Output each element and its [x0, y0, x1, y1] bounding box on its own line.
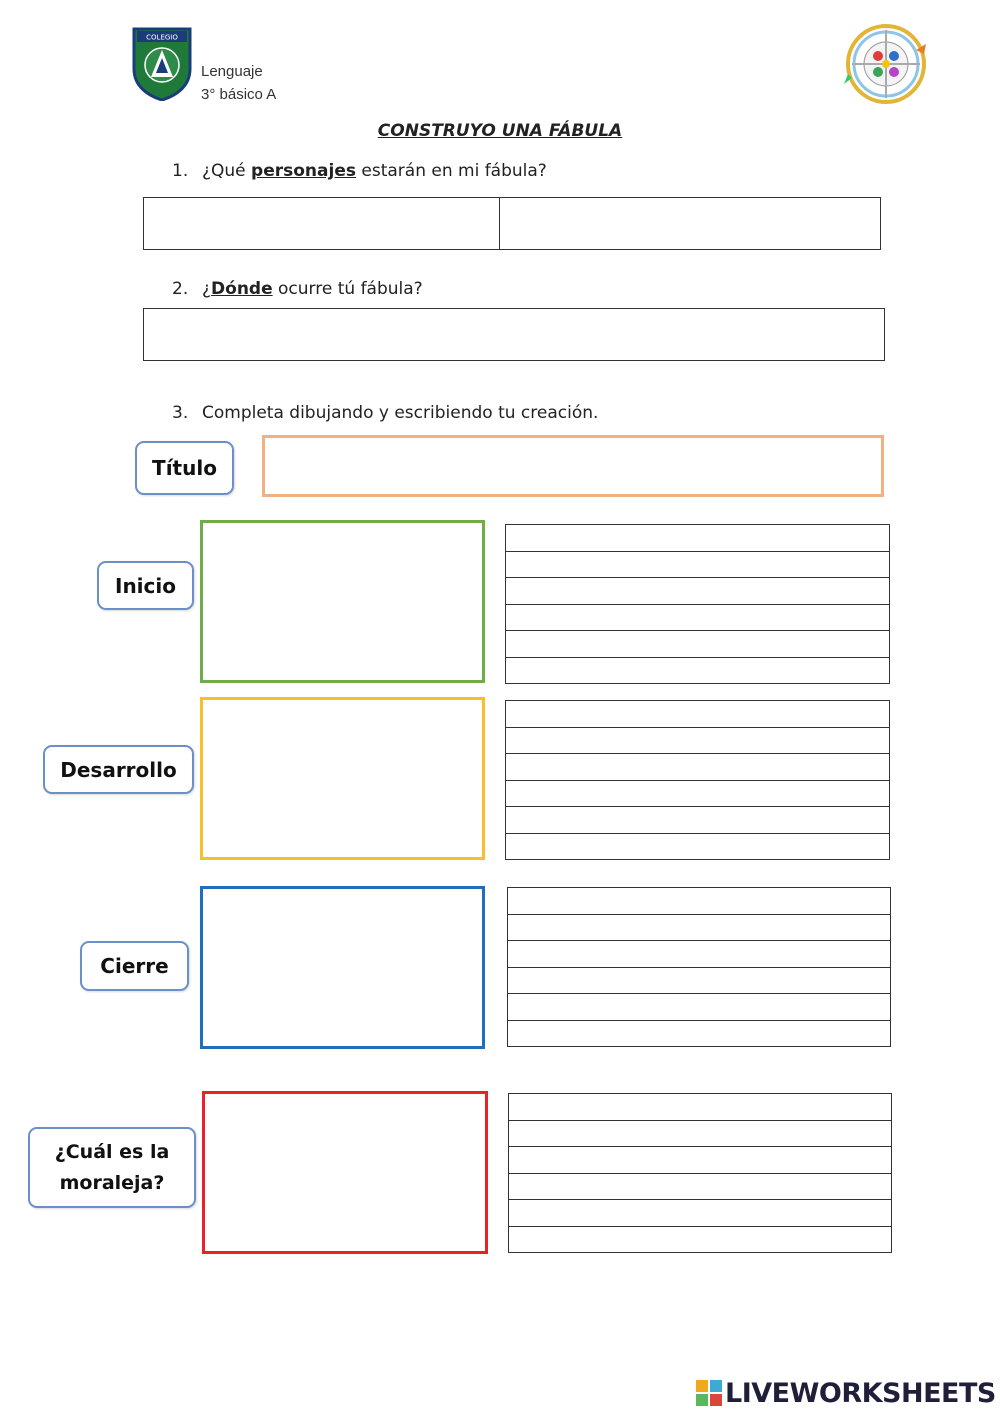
worksheet-title: CONSTRUYO UNA FÁBULA [377, 121, 623, 141]
desarrollo-writing-lines[interactable] [505, 700, 890, 860]
characters-answer-box-2[interactable] [499, 197, 881, 250]
writing-line[interactable] [506, 701, 889, 728]
inicio-drawing-box[interactable] [200, 520, 485, 683]
moraleja-writing-lines[interactable] [508, 1093, 892, 1253]
desarrollo-label: Desarrollo [43, 745, 194, 794]
writing-line[interactable] [509, 1147, 891, 1174]
writing-line[interactable] [508, 994, 890, 1021]
characters-answer-box-1[interactable] [143, 197, 500, 250]
moraleja-drawing-box[interactable] [202, 1091, 488, 1254]
header-info [201, 60, 276, 106]
liveworksheets-logo-icon [696, 1380, 722, 1406]
writing-line[interactable] [506, 781, 889, 808]
writing-line[interactable] [509, 1200, 891, 1227]
question-1-pre: ¿Qué [202, 161, 246, 181]
writing-line[interactable] [509, 1094, 891, 1121]
writing-line[interactable] [506, 658, 889, 684]
writing-line[interactable] [506, 834, 889, 860]
grade-text: 3° básico A [201, 86, 277, 103]
writing-line[interactable] [508, 888, 890, 915]
writing-line[interactable] [509, 1121, 891, 1148]
moraleja-label [28, 1127, 196, 1208]
cierre-writing-lines[interactable] [507, 887, 891, 1047]
writing-line[interactable] [506, 605, 889, 632]
writing-line[interactable] [506, 631, 889, 658]
writing-line[interactable] [509, 1227, 891, 1253]
cierre-drawing-box[interactable] [200, 886, 485, 1049]
question-2-key: Dónde [211, 279, 273, 299]
watermark-text: LIVEWORKSHEETS [725, 1377, 996, 1409]
moraleja-label-line-2: moraleja? [59, 1171, 165, 1194]
program-logo [840, 22, 932, 106]
subject-text: Lenguaje [201, 63, 263, 80]
question-2-number: 2. [172, 279, 189, 299]
writing-line[interactable] [506, 525, 889, 552]
writing-line[interactable] [506, 552, 889, 579]
question-2 [172, 279, 423, 299]
question-2-post: ocurre tú fábula? [278, 279, 423, 299]
inicio-writing-lines[interactable] [505, 524, 890, 684]
svg-text:COLEGIO: COLEGIO [146, 33, 178, 42]
question-1 [172, 161, 547, 181]
writing-line[interactable] [506, 754, 889, 781]
question-3-text: Completa dibujando y escribiendo tu creación. [202, 403, 599, 423]
writing-line[interactable] [508, 1021, 890, 1047]
writing-line[interactable] [506, 578, 889, 605]
writing-line[interactable] [506, 807, 889, 834]
inicio-label: Inicio [97, 561, 194, 610]
writing-line[interactable] [509, 1174, 891, 1201]
setting-answer-box[interactable] [143, 308, 885, 361]
moraleja-label-line-1: ¿Cuál es la [54, 1140, 170, 1163]
liveworksheets-watermark [696, 1377, 996, 1409]
question-2-pre: ¿ [202, 279, 212, 299]
question-1-post: estarán en mi fábula? [361, 161, 547, 181]
question-1-number: 1. [172, 161, 189, 181]
question-1-key: personajes [251, 161, 356, 181]
question-3 [172, 403, 598, 423]
writing-line[interactable] [508, 968, 890, 995]
writing-line[interactable] [508, 941, 890, 968]
writing-line[interactable] [508, 915, 890, 942]
titulo-label: Título [135, 441, 234, 495]
question-3-number: 3. [172, 403, 189, 423]
school-crest-logo [131, 25, 193, 101]
titulo-answer-box[interactable] [262, 435, 884, 497]
desarrollo-drawing-box[interactable] [200, 697, 485, 860]
writing-line[interactable] [506, 728, 889, 755]
cierre-label: Cierre [80, 941, 189, 991]
